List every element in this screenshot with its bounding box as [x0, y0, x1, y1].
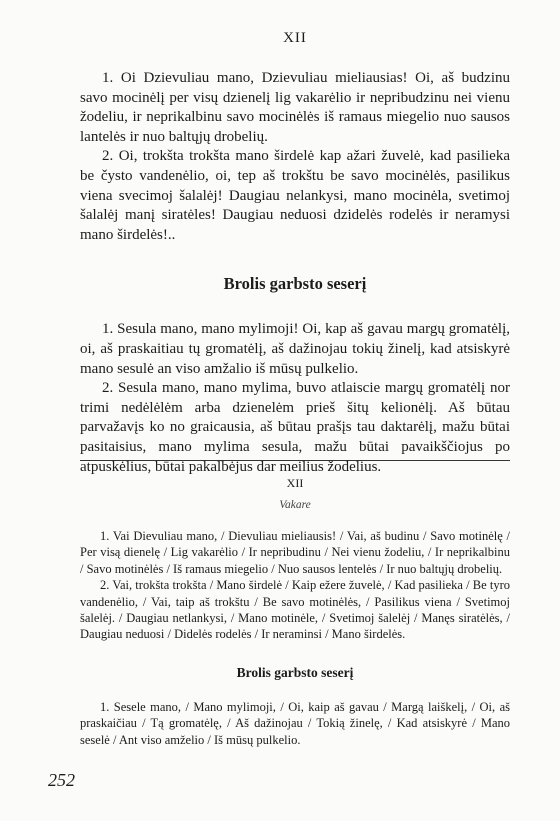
section-number: XII [283, 30, 307, 46]
dialect-text-section [80, 30, 510, 477]
section-subtitle: Vakare [279, 499, 311, 511]
verse-paragraph: 1. Vai Dievuliau mano, / Dievuliau mieliausis! / Vai, aš budinu / Savo motinėlę / Per visą dienelę / Lig vakarėlio / Ir nepribudinu / Nei vienu žodeliu, / Ir neprikalbinu / Savo motinėlės / Iš ramaus miegelio / Nuo sausos lentelės / Ir nuo baltųjų drobelių. [80, 529, 510, 576]
verse-paragraph: 2. Vai, trokšta trokšta / Mano širdelė / Kaip ežere žuvelė, / Kad pasilieka / Be tyro vandenėlio, / Vai, taip aš trokštu / Be savo motinėlės, / Pasilikus viena / Svetimoj šalelėj. / Daugiau netlankysi, / Mano motinėle, / Svetimoj šalelėj / Manęs siratėlės, / Daugiau neduosi / Didelės rodelės / Ir neraminsi / Mano širdelės. [80, 578, 510, 642]
section-divider [80, 460, 510, 461]
paragraph: 2. Sesula mano, mano mylima, buvo atlaiscie margų gromatėlį nor trimi nedėlėlėm arba dzienelėm prieš šitų kelionėlį. Aš būtau parvažavįs ko no graicausia, aš būtau prašįs tau daktarėlį, mažu būtai pasitaisius, mano mylima sesula, mažu būtai pavaikščiojus po atpuskėlius, būtai pakalbėjus dar meilius žodelius. [80, 380, 510, 475]
verse-paragraph: 1. Sesele mano, / Mano mylimoji, / Oi, kaip aš gavau / Margą laiškelį, / Oi, aš praskaičiau / Tą gromatėlę, / Aš dažinojau / Tokią žinelę, / Kad atsiskyrė / Mano seselė / Ant viso amželio / Iš mūsų pulkelio. [80, 699, 510, 747]
paragraph: 1. Oi Dzievuliau mano, Dzievuliau mieliausias! Oi, aš budzinu savo mocinėlį per visų dzienelį lig vakarėlio ir nepribudzinu nei vienu žodeliu, ir neprikalbinu savo mocinėlės iš ramaus miegelio nuo sausos lantelės ir nuo baltųjų drobelių. [80, 70, 510, 145]
page-number: 252 [48, 770, 75, 790]
section-number: XII [286, 476, 304, 490]
paragraph: 2. Oi, trokšta trokšta mano širdelė kap ažari žuvelė, kad pasilieka be čysto vandenėlio, oi, tep aš trokštu be savo mocinėlės, pasilikus viena svecimoj šalalėj! Daugiau nelankysi, mano mocinėla, svetimoj šalalėj manį siratėles! Daugiau neduosi dzidelės rodelės ir neramysi mano širdelės!.. [80, 148, 510, 243]
section-title: Brolis garbsto seserį [236, 664, 354, 680]
standard-text-section [80, 476, 510, 748]
paragraph: 1. Sesula mano, mano mylimoji! Oi, kap aš gavau margų gromatėlį, oi, aš praskaitiau tų gromatėlį, aš dažinojau tokių žinelį, kad atsiskyrė mano sesulė an viso amžalio iš mūsų pulkelio. [80, 321, 510, 377]
section-title: Brolis garbsto seserį [223, 274, 367, 294]
